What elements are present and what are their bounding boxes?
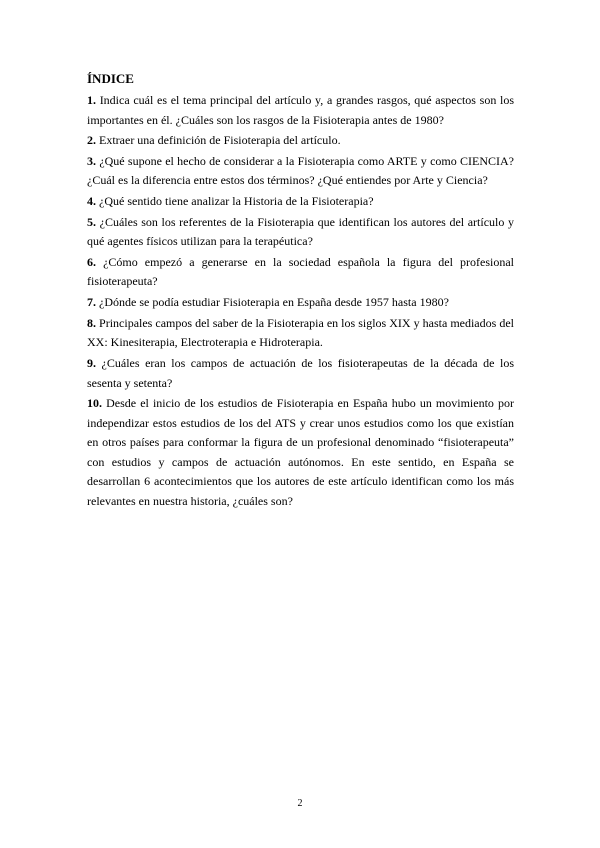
item-text: Desde el inicio de los estudios de Fisioterapia en España hubo un movimiento por independizar estos estudios de los del ATS y crear unos estudios como los que existían en otros países para conformar la figura de un profesional denominado “fisioterapeuta” con estudios y campos de actuación autónomos. En este sentido, en España se desarrollan 6 acontecimientos que los autores de este artículo identifican como los más relevantes en nuestra historia, ¿cuáles son?: [87, 396, 515, 508]
item-text: ¿Dónde se podía estudiar Fisioterapia en España desde 1957 hasta 1980?: [99, 295, 449, 310]
item-number: 10.: [87, 396, 102, 411]
index-item-8: [87, 314, 514, 353]
item-text: ¿Cuáles eran los campos de actuación de los fisioterapeutas de la década de los sesenta y setenta?: [87, 356, 514, 390]
item-number: 2.: [87, 133, 96, 148]
item-number: 8.: [87, 315, 96, 330]
item-number: 7.: [87, 295, 96, 310]
item-text: Extraer una definición de Fisioterapia del artículo.: [99, 133, 341, 148]
index-item-5: [87, 213, 514, 252]
index-item-7: [87, 293, 514, 313]
index-item-4: [87, 192, 514, 212]
item-number: 1.: [87, 93, 96, 107]
index-item-9: [87, 354, 514, 393]
index-item-10: [87, 394, 514, 511]
item-text: ¿Qué supone el hecho de considerar a la Fisioterapia como ARTE y como CIENCIA? ¿Cuál es la diferencia entre estos dos términos? ¿Qué entiendes por Arte y Ciencia?: [87, 153, 515, 188]
item-number: 6.: [87, 254, 96, 269]
index-item-6: [87, 253, 514, 292]
index-item-1: [87, 91, 514, 130]
item-text: ¿Cómo empezó a generarse en la sociedad española la figura del profesional fisioterapeuta?: [87, 254, 514, 289]
index-item-2: [87, 131, 514, 151]
index-item-3: [87, 152, 514, 191]
page-number: 2: [297, 798, 303, 809]
item-number: 9.: [87, 356, 96, 370]
item-number: 3.: [87, 153, 96, 168]
index-section: [87, 71, 514, 512]
item-number: 4.: [87, 194, 96, 209]
item-text: Principales campos del saber de la Fisioterapia en los siglos XIX y hasta mediados del XX: Kinesiterapia, Electroterapia e Hidroterapia.: [87, 315, 514, 350]
index-title: ÍNDICE: [87, 71, 134, 86]
item-text: ¿Cuáles son los referentes de la Fisioterapia que identifican los autores del artículo y qué agentes físicos utilizan para la terapéutica?: [87, 214, 515, 249]
item-text: ¿Qué sentido tiene analizar la Historia de la Fisioterapia?: [99, 194, 374, 209]
item-text: Indica cuál es el tema principal del artículo y, a grandes rasgos, qué aspectos son los importantes en él. ¿Cuáles son los rasgos de la Fisioterapia antes de 1980?: [87, 93, 514, 127]
item-number: 5.: [87, 214, 96, 229]
